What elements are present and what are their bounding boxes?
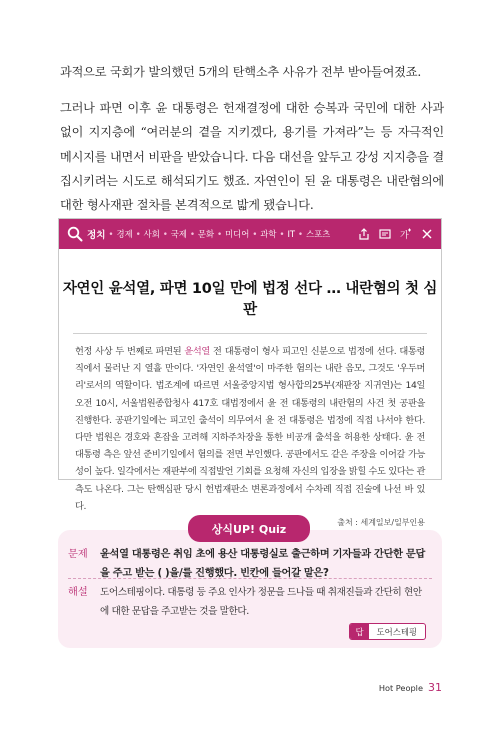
- category-list: 정치 • 경제 • 사회 • 국제 • 문화 • 미디어 • 과학 • IT • 스포츠: [87, 229, 331, 241]
- news-body-rest: 전 대통령이 형사 피고인 신분으로 법정에 선다. 대통령직에서 물러난 지 열흘 만이다. '자연인 윤석열'이 마주한 혐의는 내란 음모, 그것도 '우두머리'로서의 역할이다. 법조계에 따르면 서울중앙지법 형사합의25부(재판장 지귀연)는 14일 오전 10시, 서울법원종합청사 417호 대법정에서 윤 전 대통령의 내란혐의 사건 첫 공판을 진행한다. 공판기일에는 피고인 출석이 의무여서 윤 전 대통령은 법정에 직접 나서야 한다. 다만 법원은 경호와 혼잡을 고려해 지하주차장을 통한 비공개 출석을 허용한 상태다. 윤 전 대통령 측은 앞선 준비기일에서 혐의를 전면 부인했다. 공판에서도 같은 주장을 이어갈 가능성이 높다. 일각에서는 재판부에 직접발언 기회를 요청해 자신의 입장을 밝힐 수도 있다는 관측도 나온다. 그는 탄핵심판 당시 헌법재판소 변론과정에서 수차례 직접 진술에 나선 바 있다.: [75, 346, 425, 512]
- category-media[interactable]: 미디어: [225, 229, 250, 239]
- category-international[interactable]: 국제: [170, 229, 187, 239]
- quiz-divider: [68, 578, 432, 579]
- svg-text:가: 가: [400, 231, 409, 240]
- category-it[interactable]: IT: [287, 229, 296, 239]
- answer-tag: 답: [350, 624, 368, 639]
- news-headline: 자연인 윤석열, 파면 10일 만에 법정 선다 … 내란혐의 첫 심판: [62, 281, 438, 318]
- question-text: 윤석열 대통령은 취임 초에 용산 대통령실로 출근하며 기자들과 간단한 문답을 주고 받는 ( )을/를 진행했다. 빈칸에 들어갈 말은?: [100, 549, 425, 579]
- answer-badge: [349, 623, 426, 640]
- print-icon[interactable]: [379, 228, 391, 240]
- category-sports[interactable]: 스포츠: [305, 229, 331, 239]
- section-name: Hot People: [378, 683, 423, 693]
- article-tools: [358, 228, 433, 240]
- page-number: 31: [428, 681, 442, 694]
- explanation-label: 해설: [68, 587, 88, 598]
- search-icon[interactable]: [67, 226, 83, 242]
- news-source: 출처 : 세계일보/일부인용: [337, 518, 425, 528]
- answer-value: 도어스테핑: [376, 626, 417, 637]
- quiz-explanation: [68, 584, 426, 621]
- category-society[interactable]: 사회: [143, 229, 160, 239]
- quiz-title: 상식UP! Quiz: [188, 515, 310, 542]
- intro-paragraph-2: 그러나 파면 이후 윤 대통령은 헌재결정에 대한 승복과 국민에 대한 사과 없이 지지층에 “여러분의 곁을 지키겠다, 용기를 가져라”는 등 자극적인 메시지를 내면서 비판을 받았습니다. 다음 대선을 앞두고 강성 지지층을 결집시키려는 시도로 해석되기도 했죠. 자연인이 된 윤 대통령은 내란혐의에 대한 형사재판 절차를 본격적으로 밟게 됐습니다.: [60, 101, 444, 213]
- category-science[interactable]: 과학: [260, 229, 277, 239]
- news-category-bar: [59, 219, 441, 249]
- page-footer: [379, 681, 442, 694]
- intro-text: [60, 60, 444, 229]
- intro-paragraph-1: 과적으로 국회가 발의했던 5개의 탄핵소추 사유가 전부 받아들여졌죠.: [60, 65, 421, 79]
- headline-divider: [73, 333, 427, 334]
- category-culture[interactable]: 문화: [197, 229, 215, 239]
- news-body: [75, 343, 425, 515]
- news-body-start: 헌정 사상 두 번째로 파면된: [75, 346, 185, 357]
- category-economy[interactable]: 경제: [116, 229, 133, 239]
- news-clipping: [58, 218, 442, 528]
- explanation-text: 도어스테핑이다. 대통령 등 주요 인사가 정문을 드나들 때 취재진들과 간단히 현안에 대한 문답을 주고받는 것을 말한다.: [100, 587, 422, 617]
- close-icon[interactable]: [421, 228, 433, 240]
- question-label: 문제: [68, 549, 88, 560]
- text-size-icon[interactable]: [400, 228, 412, 240]
- news-body-highlight: 윤석열: [184, 346, 210, 357]
- category-politics[interactable]: 정치: [87, 230, 106, 241]
- share-icon[interactable]: [358, 228, 370, 240]
